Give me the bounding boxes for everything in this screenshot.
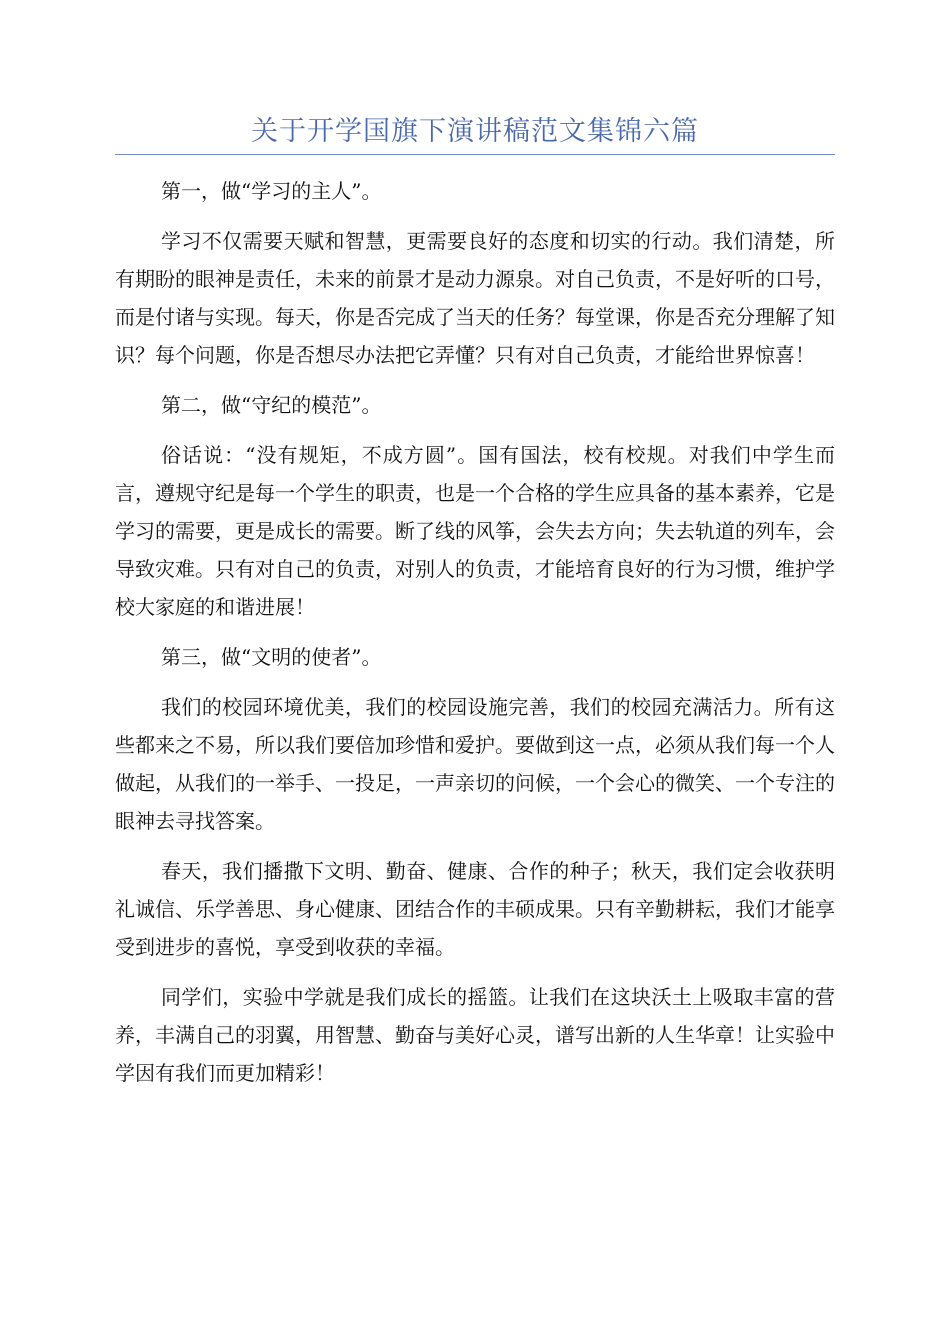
title-underline xyxy=(115,154,835,155)
paragraph-5: 同学们，实验中学就是我们成长的摇篮。让我们在这块沃土上吸取丰富的营养，丰满自己的羽翼，用智慧、勤奋与美好心灵，谱写出新的人生华章！让实验中学因有我们而更加精彩！ xyxy=(115,985,835,1085)
paragraph-heading-1: 第一，做“学习的主人”。 xyxy=(161,179,382,203)
paragraph-heading-2: 第二，做“守纪的模范”。 xyxy=(161,393,382,417)
paragraph-3: 我们的校园环境优美，我们的校园设施完善，我们的校园充满活力。所有这些都来之不易，所以我们要倍加珍惜和爱护。要做到这一点，必须从我们每一个人做起，从我们的一举手、一投足，一声亲切的问候，一个会心的微笑、一个专注的眼神去寻找答案。 xyxy=(115,695,835,833)
paragraph-heading-3: 第三，做“文明的使者”。 xyxy=(161,645,382,669)
document-title: 关于开学国旗下演讲稿范文集锦六篇 xyxy=(251,116,699,147)
paragraph-4: 春天，我们播撒下文明、勤奋、健康、合作的种子；秋天，我们定会收获明礼诚信、乐学善思、身心健康、团结合作的丰硕成果。只有辛勤耕耘，我们才能享受到进步的喜悦，享受到收获的幸福。 xyxy=(115,859,835,959)
paragraph-1: 学习不仅需要天赋和智慧，更需要良好的态度和切实的行动。我们清楚，所有期盼的眼神是责任，未来的前景才是动力源泉。对自己负责，不是好听的口号，而是付诸与实现。每天，你是否完成了当天的任务？每堂课，你是否充分理解了知识？每个问题，你是否想尽办法把它弄懂？只有对自己负责，才能给世界惊喜！ xyxy=(115,229,835,367)
document-body xyxy=(115,172,835,1104)
paragraph-2: 俗话说：“没有规矩，不成方圆”。国有国法，校有校规。对我们中学生而言，遵规守纪是每一个学生的职责，也是一个合格的学生应具备的基本素养，它是学习的需要，更是成长的需要。断了线的风筝，会失去方向；失去轨道的列车，会导致灾难。只有对自己的负责，对别人的负责，才能培育良好的行为习惯，维护学校大家庭的和谐进展！ xyxy=(115,443,835,619)
